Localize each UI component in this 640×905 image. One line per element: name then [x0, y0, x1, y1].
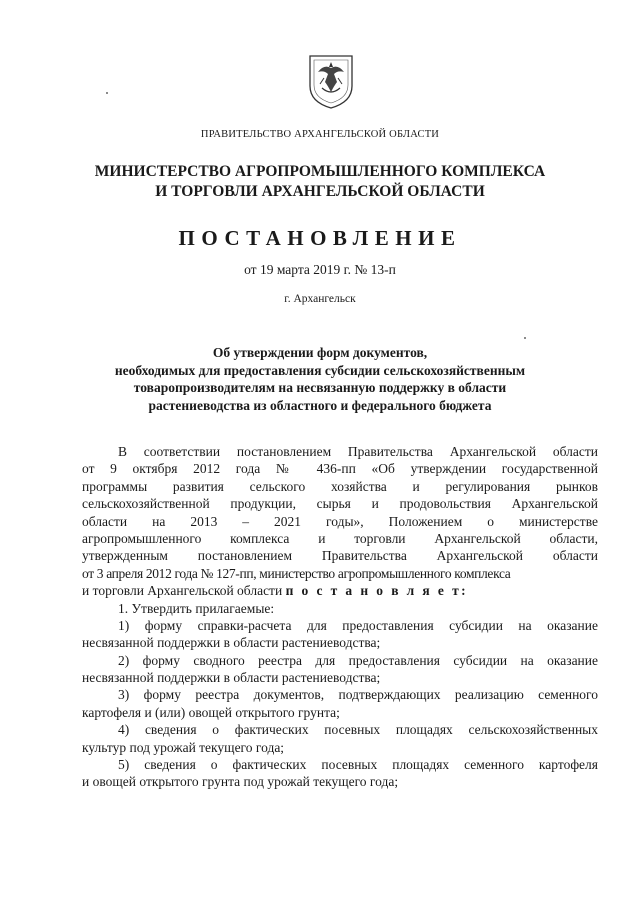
- list-item-line: 2) форму сводного реестра для предоставления субсидии на оказание: [118, 652, 598, 668]
- body-line-with-decree: [82, 582, 598, 599]
- ministry-line: МИНИСТЕРСТВО АГРОПРОМЫШЛЕННОГО КОМПЛЕКСА: [94, 163, 546, 180]
- document-body: [82, 443, 598, 791]
- scan-speck: [106, 92, 108, 94]
- body-line: от 3 апреля 2012 года № 127-пп, министерство агропромышленного комплекса: [82, 565, 511, 581]
- body-line: 1. Утвердить прилагаемые:: [118, 600, 275, 616]
- list-item-line: 5) сведения о фактических посевных площадях семенного картофеля: [118, 757, 598, 773]
- document-subject: [0, 344, 640, 414]
- body-line: области на 2013 – 2021 годы», Положением о министерстве: [82, 513, 598, 529]
- body-line: сельскохозяйственной продукции, сырья и продовольствия Архангельской: [82, 496, 598, 512]
- ministry-name: [0, 162, 640, 202]
- subject-line: растениеводства из областного и федерального бюджета: [148, 397, 492, 413]
- list-item-line: несвязанной поддержки в области растениеводства;: [82, 635, 381, 651]
- body-line: программы развития сельского хозяйства и регулирования рынков: [82, 478, 598, 494]
- government-name: ПРАВИТЕЛЬСТВО АРХАНГЕЛЬСКОЙ ОБЛАСТИ: [200, 129, 440, 140]
- body-line: от 9 октября 2012 года № 436-пп «Об утверждении государственной: [82, 461, 598, 477]
- ministry-line: И ТОРГОВЛИ АРХАНГЕЛЬСКОЙ ОБЛАСТИ: [155, 183, 485, 200]
- body-line: агропромышленного комплекса и торговли Архангельской области,: [82, 530, 598, 546]
- coat-of-arms-emblem: [304, 52, 358, 110]
- document-type: ПОСТАНОВЛЕНИЕ: [178, 226, 462, 250]
- body-line: утвержденным постановлением Правительства Архангельской области: [82, 548, 598, 564]
- list-item-line: 1) форму справки-расчета для предоставления субсидии на оказание: [118, 617, 598, 633]
- body-line-text: и торговли Архангельской области: [82, 583, 283, 599]
- list-item-line: картофеля и (или) овощей открытого грунта;: [82, 704, 340, 720]
- list-item-line: 3) форму реестра документов, подтверждающих реализацию семенного: [118, 687, 598, 703]
- scan-speck: [524, 337, 526, 339]
- subject-line: товаропроизводителям на несвязанную поддержку в области: [133, 380, 507, 395]
- document-city: г. Архангельск: [284, 293, 356, 305]
- decree-word: п о с т а н о в л я е т:: [285, 583, 469, 599]
- subject-line: необходимых для предоставления субсидии сельскохозяйственным: [114, 362, 526, 378]
- subject-line: Об утверждении форм документов,: [212, 345, 428, 360]
- body-line: В соответствии постановлением Правительства Архангельской области: [118, 444, 598, 459]
- list-item-line: 4) сведения о фактических посевных площадях сельскохозяйственных: [118, 722, 598, 738]
- document-date-number: от 19 марта 2019 г. № 13-п: [244, 262, 396, 277]
- list-item-line: культур под урожай текущего года;: [82, 739, 285, 755]
- list-item-line: и овощей открытого грунта под урожай текущего года;: [82, 774, 399, 790]
- list-item-line: несвязанной поддержки в области растениеводства;: [82, 670, 381, 686]
